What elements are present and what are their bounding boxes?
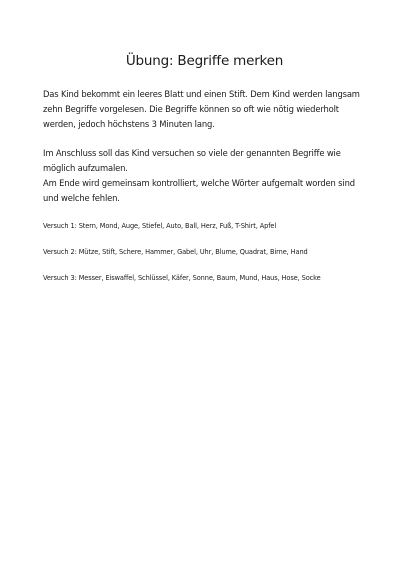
trial-item-3: Versuch 3: Messer, Eiswaffel, Schlüssel, Käfer, Sonne, Baum, Mund, Haus, Hose, Socke [43,274,321,282]
instruction-paragraph-check: Am Ende wird gemeinsam kontrolliert, welche Wörter aufgemalt worden sind und welche fehlen. [43,178,355,203]
trial-list [43,221,366,283]
instruction-paragraph-intro: Das Kind bekommt ein leeres Blatt und einen Stift. Dem Kind werden langsam zehn Begriffe vorgelesen. Die Begriffe können so oft wie nötig wiederholt werden, jedoch höchstens 3 Minuten lang. [43,89,360,129]
worksheet-title: Übung: Begriffe merken [125,53,284,69]
trial-item-2: Versuch 2: Mütze, Stift, Schere, Hammer, Gabel, Uhr, Blume, Quadrat, Birne, Hand [43,248,308,256]
instruction-paragraph-draw: Im Anschluss soll das Kind versuchen so viele der genannten Begriffe wie möglich aufzumalen. [43,148,341,173]
trial-item-1: Versuch 1: Stern, Mond, Auge, Stiefel, Auto, Ball, Herz, Fuß, T-Shirt, Apfel [43,222,277,230]
